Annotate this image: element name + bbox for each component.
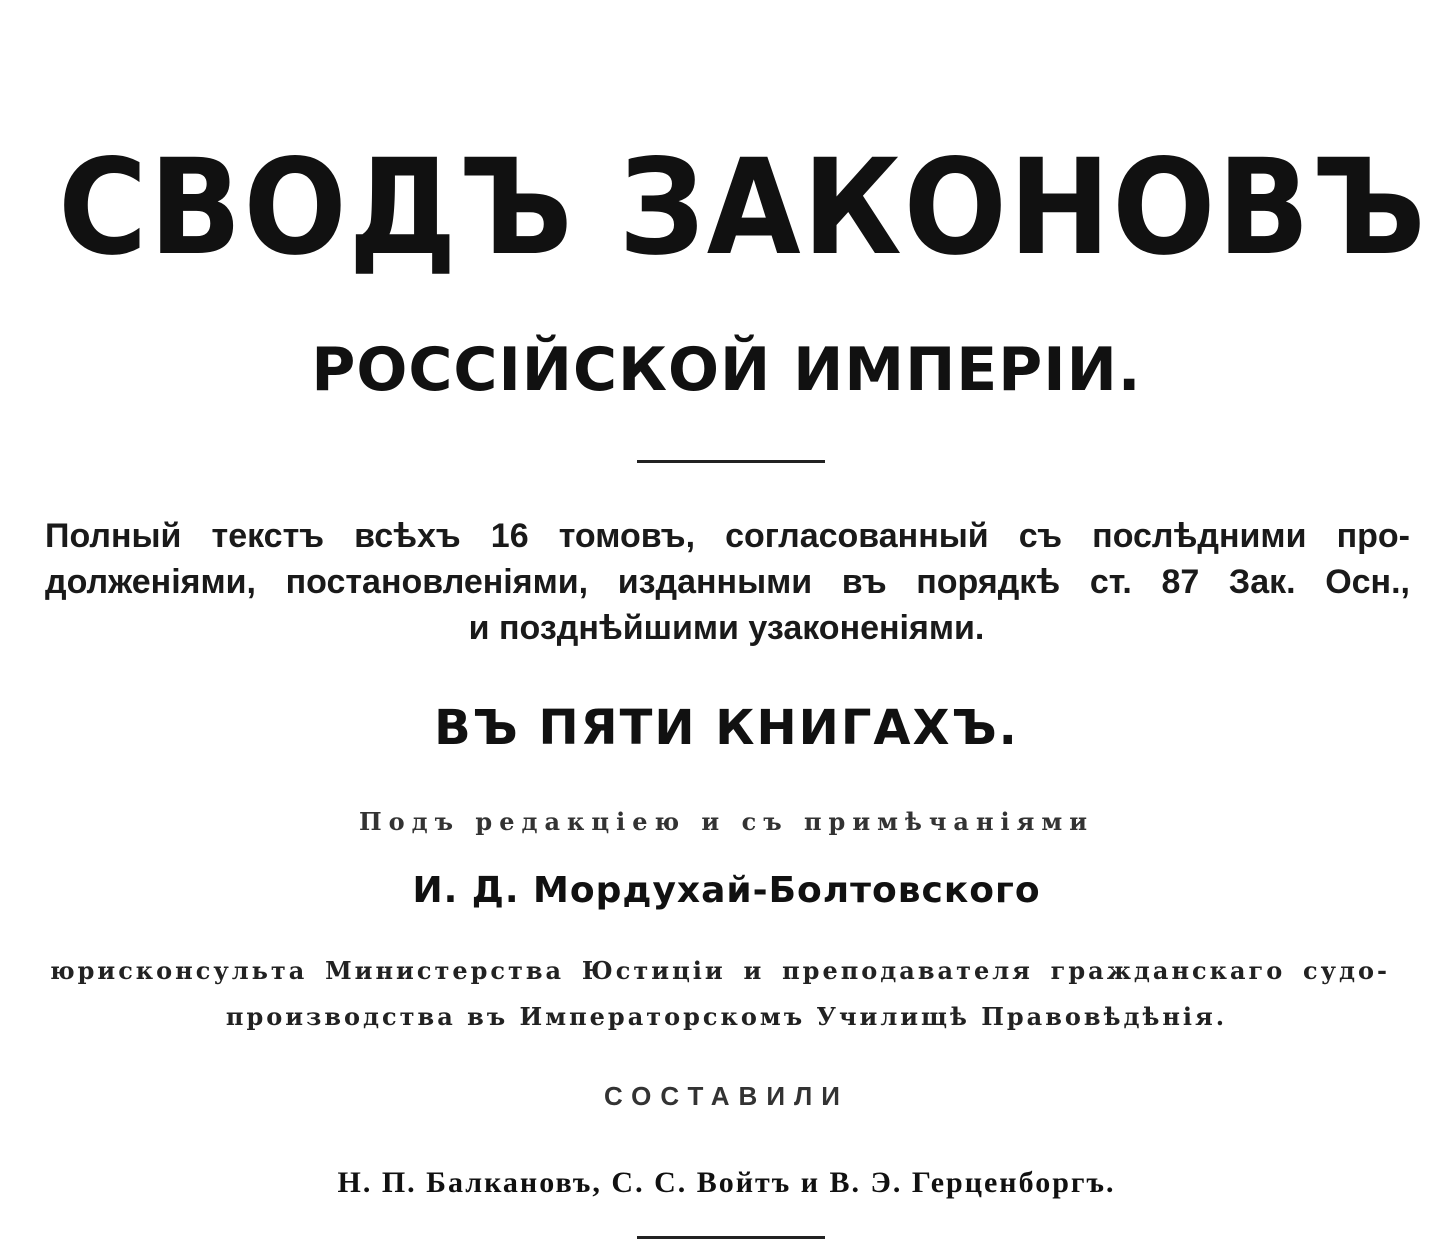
editor-name: И. Д. Мордухай-Болтовского: [412, 870, 1041, 911]
description-line-2: долженіями, постановленіями, изданными въ порядкѣ ст. 87 Зак. Осн.,: [45, 563, 1410, 601]
description-line-1: Полный текстъ всѣхъ 16 томовъ, согласованный съ послѣдними про-: [45, 517, 1410, 555]
book-title: СВОДЪ ЗАКОНОВЪ: [58, 131, 1428, 285]
compilers: Н. П. Балкановъ, С. С. Войтъ и В. Э. Герценборгъ.: [337, 1166, 1116, 1199]
editor-position-line-1: юрисконсульта Министерства Юстиціи и преподавателя гражданскаго судо-: [50, 956, 1390, 985]
editor-intro: Подъ редакціею и съ примѣчаніями: [358, 807, 1095, 836]
books-count: ВЪ ПЯТИ КНИГАХЪ.: [434, 700, 1019, 756]
divider-bottom: [637, 1236, 825, 1239]
description-line-3: и позднѣйшими узаконеніями.: [468, 609, 985, 647]
compiled-label: СОСТАВИЛИ: [604, 1081, 849, 1111]
editor-position-line-2: производства въ Императорскомъ Училищѣ Правовѣдѣнія.: [225, 1002, 1228, 1031]
divider-top: [637, 460, 825, 463]
book-subtitle: РОССІЙСКОЙ ИМПЕРІИ.: [311, 335, 1142, 405]
